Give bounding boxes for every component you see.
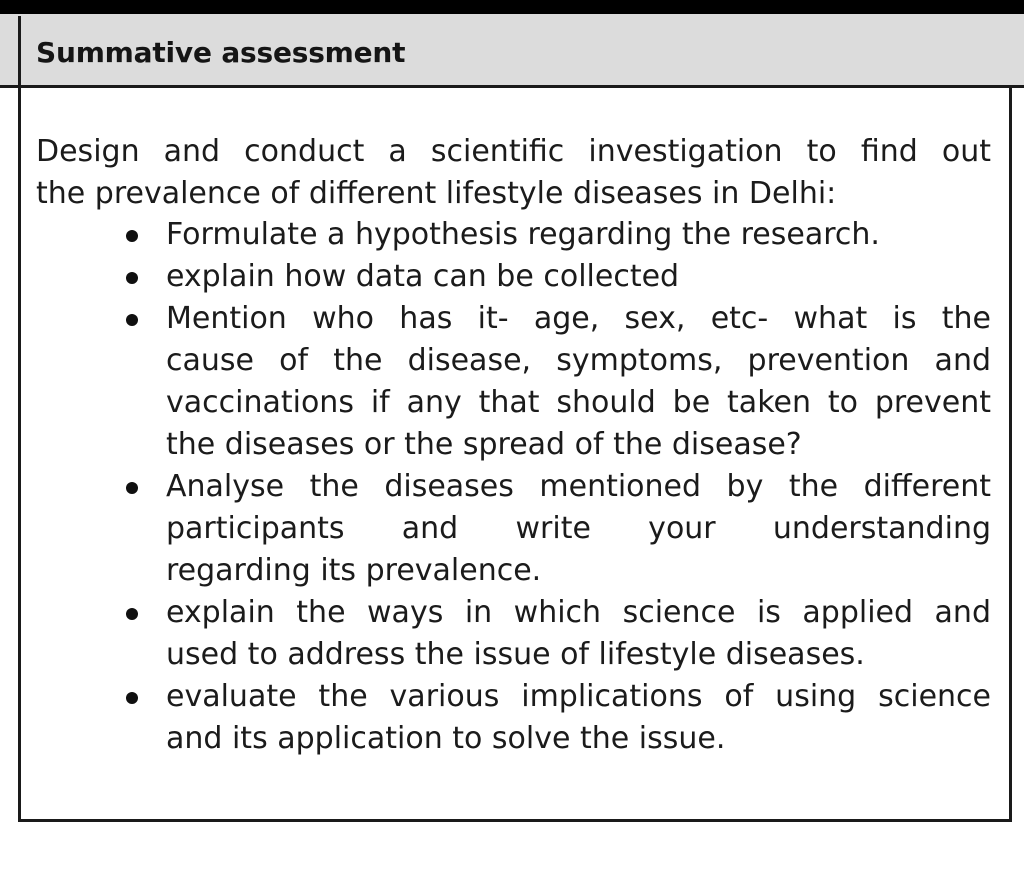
intro-paragraph — [36, 131, 991, 215]
list-item-line: explain how data can be collected — [166, 259, 680, 294]
list-item-line: explain the ways in which science is applied and — [166, 595, 991, 630]
table-bottom-rule — [18, 819, 1012, 822]
bullet-dot-icon — [126, 692, 138, 704]
intro-line-2: the prevalence of different lifestyle diseases in Delhi: — [36, 176, 837, 211]
bullet-dot-icon — [126, 230, 138, 242]
bullet-dot-icon — [126, 272, 138, 284]
bullet-dot-icon — [126, 314, 138, 326]
list-item — [36, 298, 991, 466]
bullet-dot-icon — [126, 482, 138, 494]
list-item-line: evaluate the various implications of using science — [166, 679, 991, 714]
list-item-line: cause of the disease, symptoms, prevention and — [166, 343, 991, 378]
bullet-dot-icon — [126, 608, 138, 620]
list-item — [36, 592, 991, 676]
page-title: Summative assessment — [36, 36, 406, 69]
table-right-rule — [1009, 88, 1012, 822]
list-item — [36, 466, 991, 592]
list-item — [36, 214, 991, 256]
list-item-line: vaccinations if any that should be taken to prevent — [166, 385, 991, 420]
list-item — [36, 676, 991, 760]
list-item-label — [166, 676, 991, 760]
list-item-line: participants and write your understanding — [166, 511, 991, 546]
list-item-line: and its application to solve the issue. — [166, 721, 726, 756]
intro-line-1: Design and conduct a scientific investigation to find out — [36, 134, 991, 169]
list-item — [36, 256, 991, 298]
list-item-label — [166, 256, 991, 298]
section-header-band — [0, 14, 1024, 88]
list-item-label — [166, 466, 991, 592]
list-item-line: Formulate a hypothesis regarding the research. — [166, 217, 880, 252]
list-item-label — [166, 298, 991, 466]
task-bullet-list — [36, 214, 991, 760]
list-item-line: used to address the issue of lifestyle diseases. — [166, 637, 865, 672]
list-item-line: the diseases or the spread of the disease? — [166, 427, 802, 462]
list-item-label — [166, 592, 991, 676]
list-item-label — [166, 214, 991, 256]
list-item-line: Mention who has it- age, sex, etc- what is the — [166, 301, 991, 336]
assessment-body-cell — [21, 91, 1009, 819]
list-item-line: Analyse the diseases mentioned by the different — [166, 469, 991, 504]
list-item-line: regarding its prevalence. — [166, 553, 542, 588]
top-black-bar — [0, 0, 1024, 14]
